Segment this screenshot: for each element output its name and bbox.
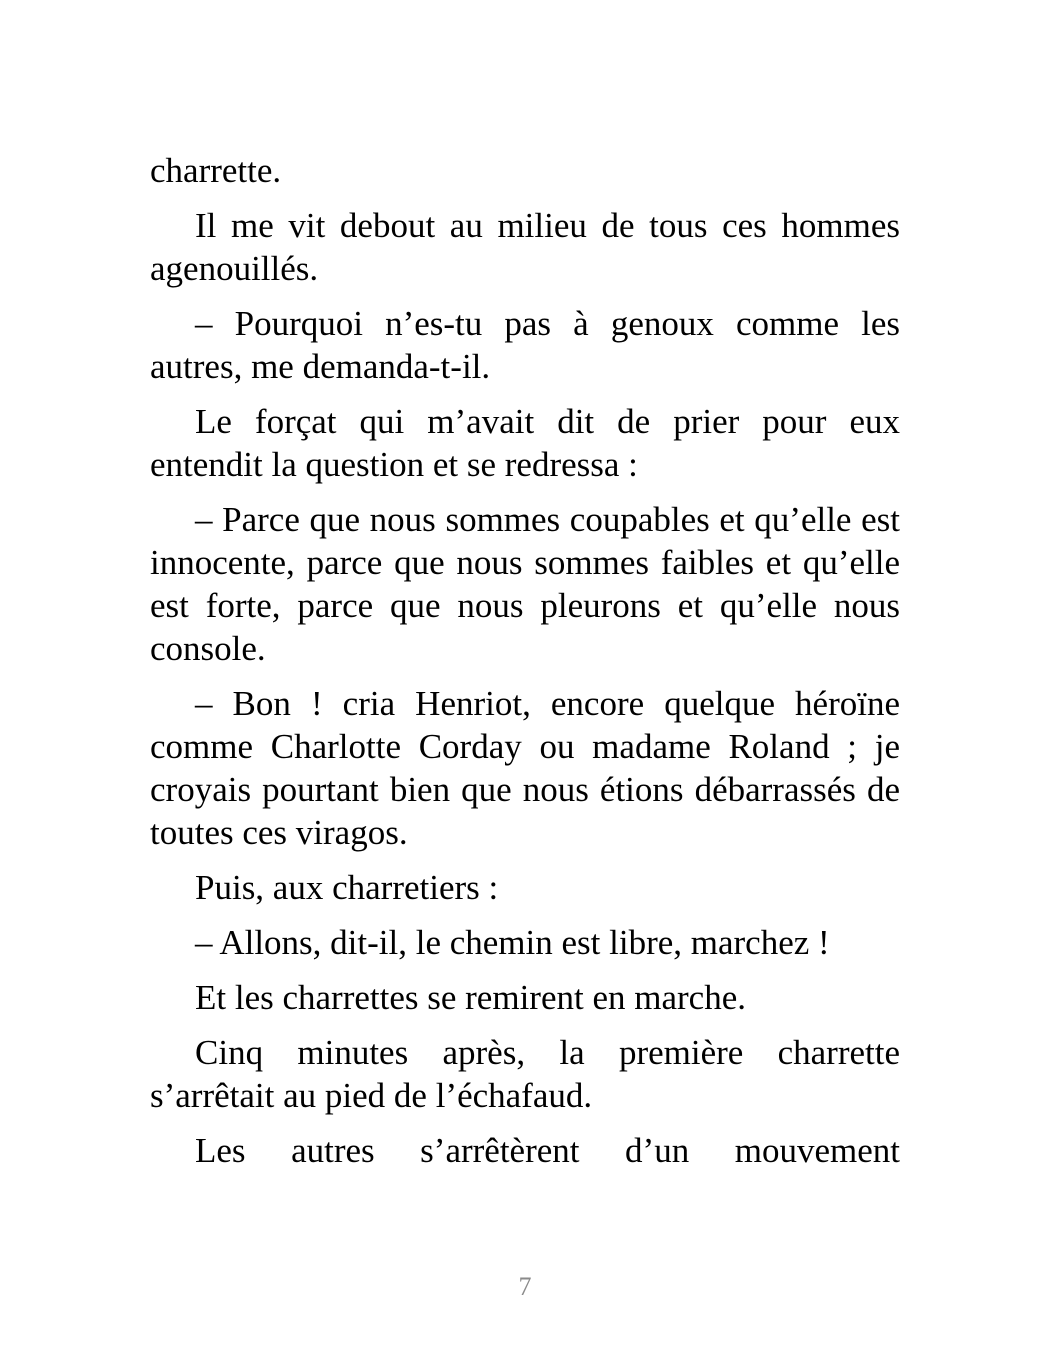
- paragraph-1: charrette.: [150, 151, 282, 190]
- paragraph-4: Le forçat qui m’avait dit de prier pour eux entendit la question et se redressa :: [150, 402, 900, 484]
- paragraph-11: Les autres s’arrêtèrent d’un mouvement: [195, 1131, 900, 1170]
- paragraph-8: – Allons, dit-il, le chemin est libre, marchez !: [195, 923, 830, 962]
- paragraph-5: – Parce que nous sommes coupables et qu’elle est innocente, parce que nous sommes faibles et qu’elle est forte, parce que nous pleurons et qu’elle nous console.: [150, 500, 900, 668]
- page-number: 7: [518, 1272, 532, 1301]
- paragraph-6: – Bon ! cria Henriot, encore quelque héroïne comme Charlotte Corday ou madame Roland ; je croyais pourtant bien que nous étions débarrassés de toutes ces viragos.: [150, 684, 900, 852]
- paragraph-3: – Pourquoi n’es-tu pas à genoux comme les autres, me demanda-t-il.: [150, 304, 900, 386]
- paragraph-7: Puis, aux charretiers :: [195, 868, 499, 907]
- page-body: [150, 149, 900, 1184]
- paragraph-10: Cinq minutes après, la première charrette s’arrêtait au pied de l’échafaud.: [150, 1033, 900, 1115]
- paragraph-9: Et les charrettes se remirent en marche.: [195, 978, 746, 1017]
- paragraph-2: Il me vit debout au milieu de tous ces hommes agenouillés.: [150, 206, 900, 288]
